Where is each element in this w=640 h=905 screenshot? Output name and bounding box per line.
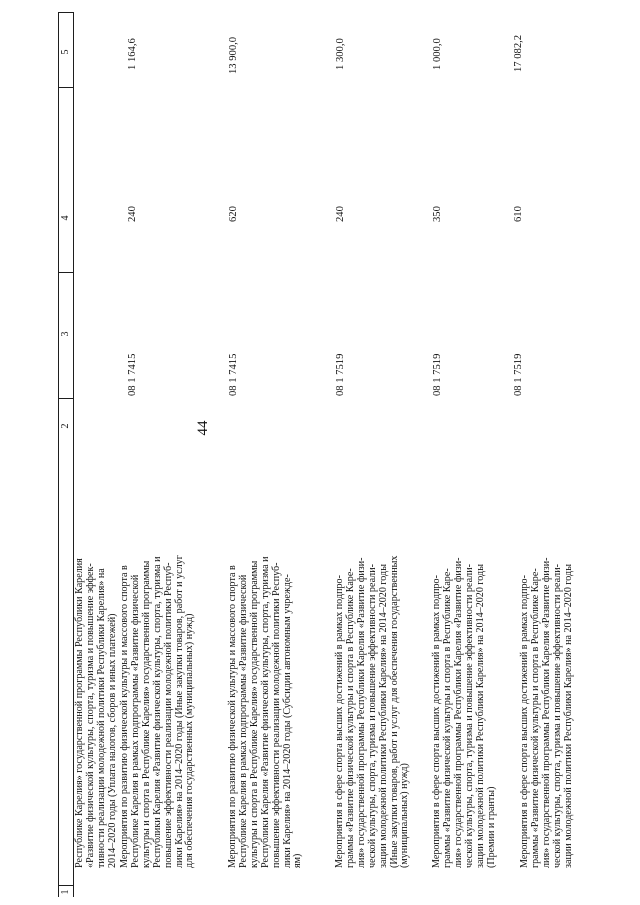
row-1-amount: 1 164,6 [127,38,138,70]
row-2-description: Мероприятия по развитию физической культуры и массового спорта в Республике Карелия в рамках подпрограммы «Развитие физической культуры и спорта в Республике Карелия» государственной программы Республики Карелия «Развитие физической культуры, спорта, туризма и повышение эффективности реализации молодежной политики Респуб- лики Карелия» на 2014–2020 годы (Субсидии автономным учрежде- ям) [227,556,304,868]
row-4-code: 08 1 7519 [432,353,443,396]
row-5-description: Мероприятия в сфере спорта высших достижений в рамках подпро- граммы «Развитие физической культуры и спорта в Республике Каре- лия» государственной программы Республики Карелия «Развитие физи- ческой культуры, спорта, туризма и повышение эффективности реали- зации молодежной политики Республики Карелия» на 2014–2020 годы [519,557,574,868]
row-4-column-4: 350 [432,206,443,222]
row-5-column-4: 610 [513,206,524,222]
row-1-code: 08 1 7415 [127,353,138,396]
row-3-description: Мероприятия в сфере спорта высших достижений в рамках подпро- граммы «Развитие физической культуры и спорта в Республике Каре- лия» государственной программы Республики Карелия «Развитие физи- ческой культуры, спорта, туризма и повышение эффективности реали- зации молодежной политики Республики Карелия» на 2014–2020 годы (Иные закупки товаров, работ и услуг для обеспечения государственных (муниципальных) нужд) [334,555,411,868]
column-header-5: 5 [60,49,71,55]
column-header-2: 2 [60,423,71,429]
row-4-amount: 1 000,0 [432,38,443,70]
column-header-1: 1 [60,889,71,895]
col-sep-2-3 [58,398,73,399]
row-5-code: 08 1 7519 [513,353,524,396]
table-left-border [58,12,59,897]
row-4-description: Мероприятия в сфере спорта высших достижений в рамках подпро- граммы «Развитие физической культуры и спорта в Республике Каре- лия» государственной программы Республики Карелия «Развитие физи- ческой культуры, спорта, туризма и повышение эффективности реали- зации молодежной политики Республики Карелия» на 2014–2020 годы (Премии и гранты) [431,557,497,868]
row-3-column-4: 240 [335,206,346,222]
row-1-description: Мероприятия по развитию физической культуры и массового спорта в Республике Карелия в рамках подпрограммы «Развитие физической культуры и спорта в Республике Карелия» государственной программы Республики Карелия «Развитие физической культуры, спорта, туризма и повышение эффективности реализации молодежной политики Респуб- лики Карелия» на 2014–2020 годы (Иные закупки товаров, работ и услуг для обеспечения государственных (муниципальных) нужд) [119,555,196,868]
row-1-column-4: 240 [127,206,138,222]
row-3-code: 08 1 7519 [335,353,346,396]
col-sep-4-5 [58,87,73,88]
page-number: 44 [195,420,211,436]
row-2-amount: 13 900,0 [228,36,239,74]
row-3-amount: 1 300,0 [335,38,346,70]
row-2-column-4: 620 [228,206,239,222]
column-header-3: 3 [60,331,71,337]
col-sep-3-4 [58,272,73,273]
row-0-description: Республике Карелия» государственной программы Республики Карелия «Развитие физической культуры, спорта, туризма и повышение эффек- тивности реализации молодежной политики Республики Карелия» на 2014–2020 годы (Уплата налогов, сборов и иных платежей) [74,558,118,868]
row-2-code: 08 1 7415 [228,353,239,396]
table-top-border [58,12,73,13]
column-header-4: 4 [60,215,71,221]
row-5-amount: 17 082,2 [513,34,524,72]
